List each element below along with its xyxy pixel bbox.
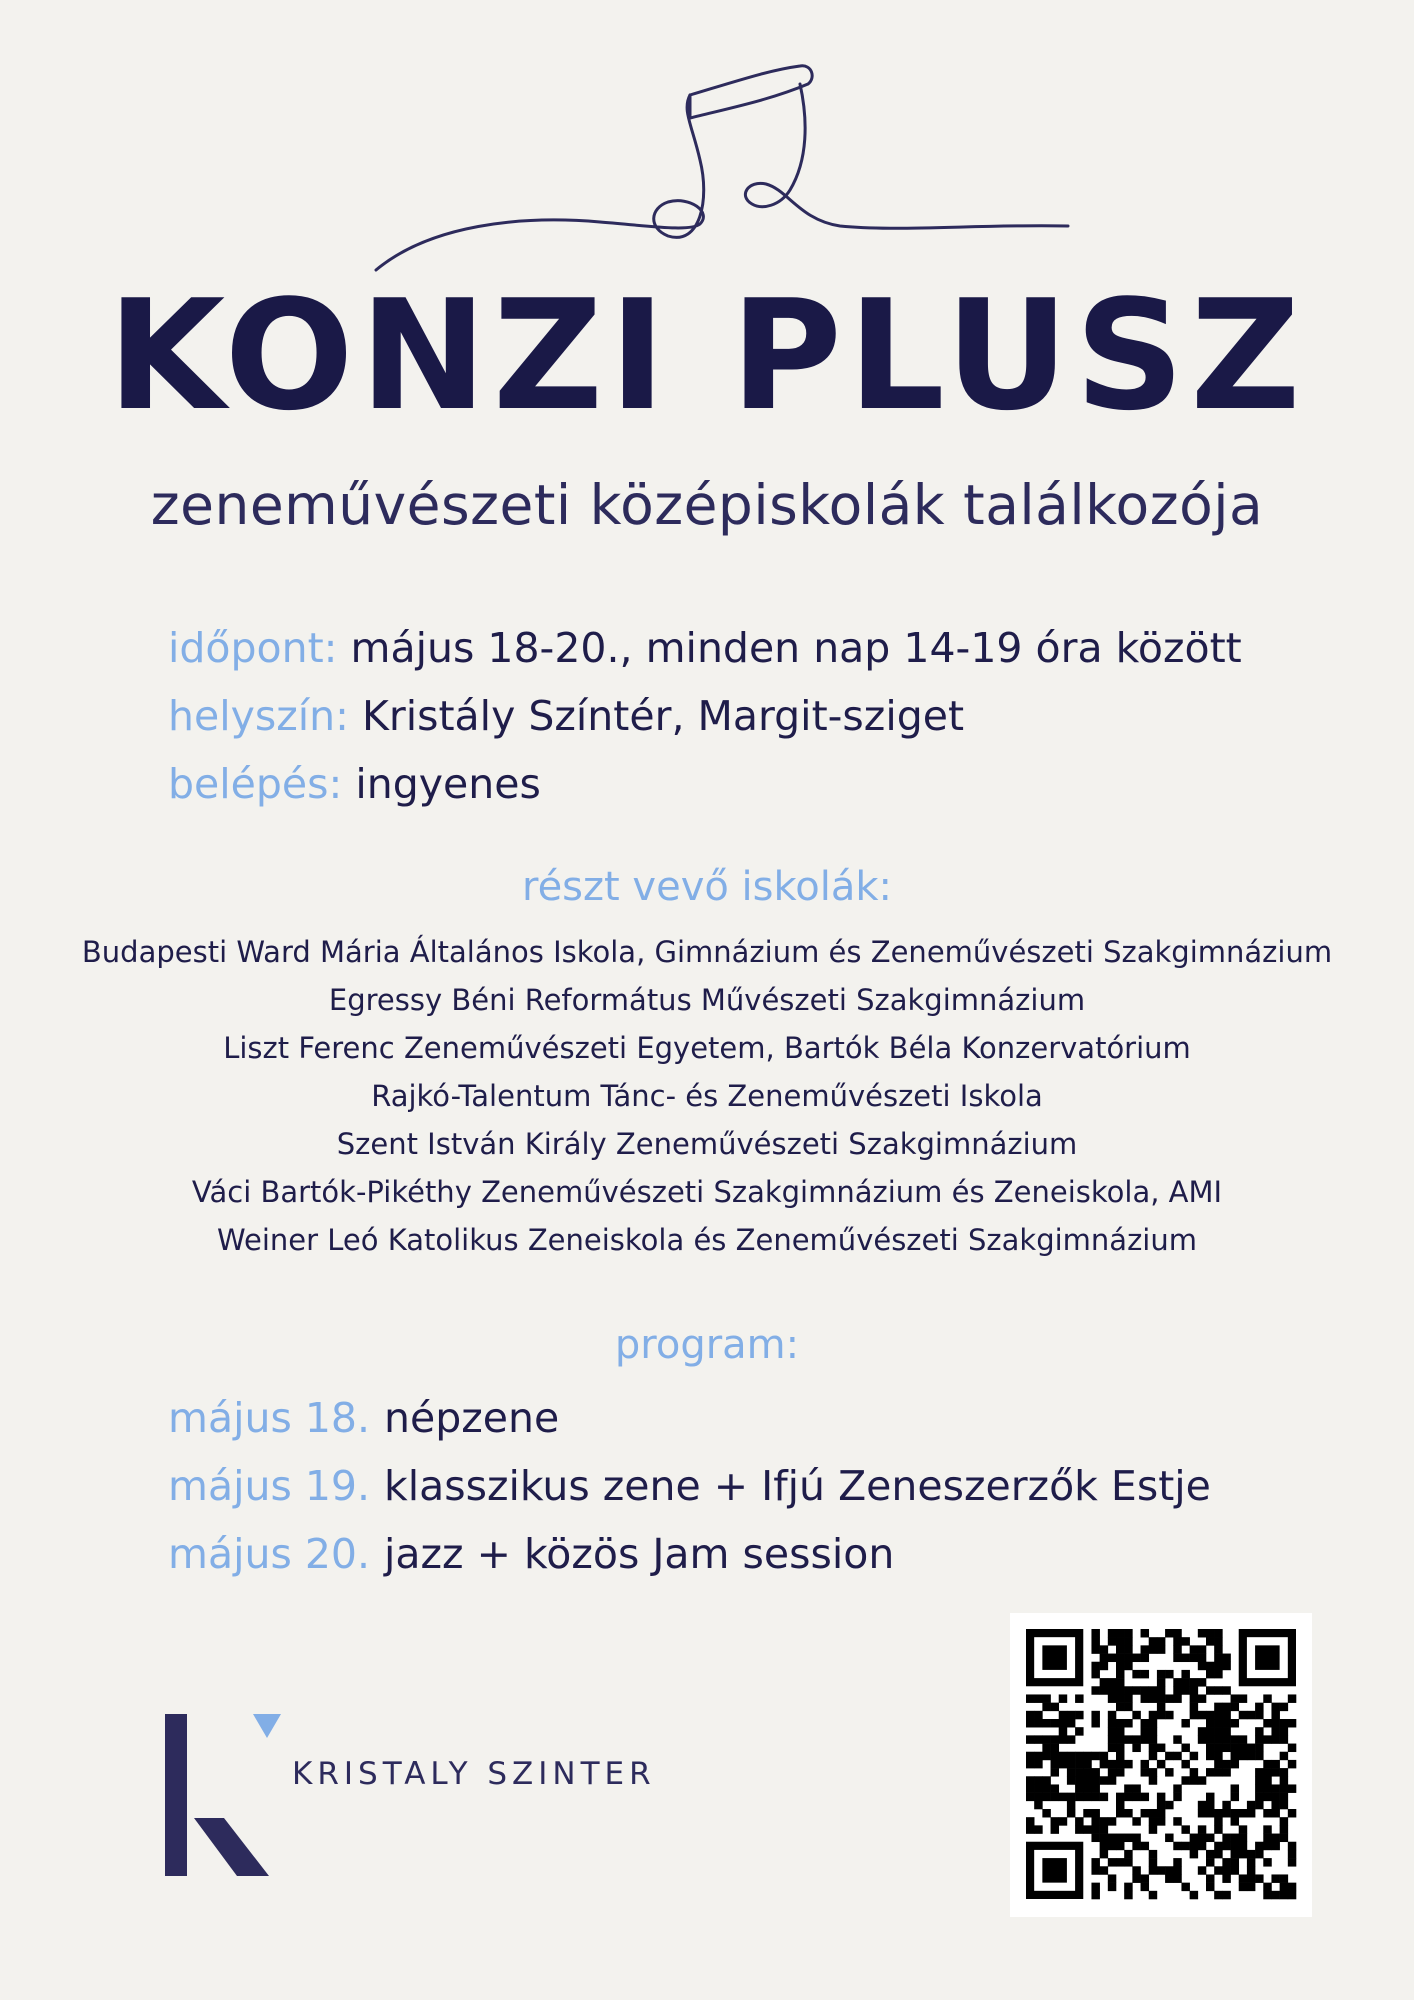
schools-list [0, 928, 1414, 1264]
event-title: KONZI PLUSZ [107, 267, 1307, 444]
program-heading: program: [614, 1322, 800, 1368]
music-note-icon [0, 0, 1414, 300]
program-event: klasszikus zene + Ifjú Zeneszerzők Estje [384, 1462, 1211, 1510]
school-item: Szent István Király Zeneművészeti Szakgimnázium [336, 1127, 1078, 1161]
school-item: Rajkó-Talentum Tánc- és Zeneművészeti Iskola [371, 1079, 1043, 1113]
detail-value: Kristály Színtér, Margit-sziget [361, 692, 965, 740]
school-item: Liszt Ferenc Zeneművészeti Egyetem, Bartók Béla Konzervatórium [223, 1031, 1191, 1065]
program-event: jazz + közös Jam session [384, 1530, 895, 1578]
school-item: Egressy Béni Református Művészeti Szakgimnázium [328, 983, 1086, 1017]
program-event: népzene [384, 1394, 560, 1442]
schools-heading: részt vevő iskolák: [522, 864, 892, 910]
detail-date [168, 620, 1242, 676]
detail-entry [168, 756, 541, 812]
detail-location [168, 688, 964, 744]
program-item [168, 1390, 559, 1446]
detail-label: belépés: [168, 760, 343, 808]
detail-value: május 18-20., minden nap 14-19 óra között [350, 624, 1242, 672]
program-item [168, 1458, 1211, 1514]
event-subtitle: zeneművészeti középiskolák találkozója [150, 473, 1264, 537]
detail-value: ingyenes [355, 760, 541, 808]
qr-code [1010, 1613, 1312, 1917]
logo-text: KRISTALY SZINTER [292, 1756, 656, 1792]
program-item [168, 1526, 894, 1582]
school-item: Budapesti Ward Mária Általános Iskola, Gimnázium és Zeneművészeti Szakgimnázium [81, 935, 1333, 969]
kristaly-logo-icon [165, 1712, 285, 1878]
program-date: május 20. [168, 1530, 371, 1578]
qr-pattern [1010, 1613, 1312, 1917]
school-item: Váci Bartók-Pikéthy Zeneművészeti Szakgimnázium és Zeneiskola, AMI [191, 1175, 1223, 1209]
detail-label: helyszín: [168, 692, 349, 740]
program-date: május 18. [168, 1394, 371, 1442]
program-date: május 19. [168, 1462, 371, 1510]
detail-label: időpont: [168, 624, 338, 672]
school-item: Weiner Leó Katolikus Zeneiskola és Zeneművészeti Szakgimnázium [217, 1223, 1197, 1257]
